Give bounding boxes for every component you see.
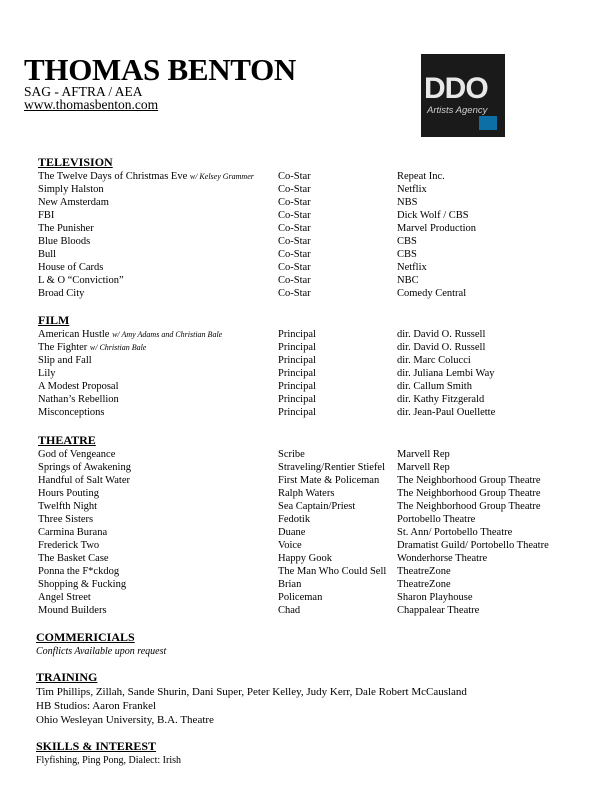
credit-title [38, 578, 126, 591]
credit-row [38, 261, 598, 274]
credit-company: NBS [397, 197, 418, 208]
credit-company: dir. Marc Colucci [397, 355, 471, 366]
credit-title-text: L & O “Conviction” [38, 275, 124, 286]
credit-title-text: Broad City [38, 288, 85, 299]
credit-title [38, 170, 254, 183]
credit-role: Co-Star [278, 184, 311, 195]
credit-row [38, 235, 598, 248]
credit-row [38, 526, 598, 539]
logo-accent [479, 116, 497, 130]
credit-title-text: Ponna the F*ckdog [38, 566, 120, 577]
credit-title-text: Handful of Salt Water [38, 475, 130, 486]
credit-title-text: Simply Halston [38, 184, 104, 195]
credit-title [38, 500, 97, 513]
credit-title [38, 539, 99, 552]
credit-title [38, 552, 109, 565]
credit-row [38, 474, 598, 487]
credit-title-text: Bull [38, 249, 57, 260]
credit-role: Sea Captain/Priest [278, 501, 356, 512]
credit-role: Principal [278, 355, 316, 366]
credit-company: Repeat Inc. [397, 171, 445, 182]
credit-row [38, 170, 598, 183]
credit-company: Chappalear Theatre [397, 605, 480, 616]
credit-title [38, 183, 104, 196]
credit-title [38, 604, 107, 617]
credit-role: Happy Gook [278, 553, 332, 564]
theatre-section [38, 432, 598, 617]
credit-title [38, 565, 119, 578]
credit-title-text: Hours Pouting [38, 488, 99, 499]
credit-title-text: Lily [38, 368, 56, 379]
credit-row [38, 448, 598, 461]
credit-row [38, 565, 598, 578]
credit-title [38, 461, 131, 474]
credit-row [38, 487, 598, 500]
credit-role: Principal [278, 329, 316, 340]
television-heading: TELEVISION [38, 155, 113, 169]
credit-row [38, 591, 598, 604]
credit-title-text: Shopping & Fucking [38, 579, 127, 590]
credit-title-text: Three Sisters [38, 514, 94, 525]
credit-company: TheatreZone [397, 566, 451, 577]
credit-role: Scribe [278, 449, 305, 460]
skills-heading: SKILLS & INTEREST [36, 739, 157, 753]
credit-title [38, 248, 56, 261]
film-heading: FILM [38, 313, 70, 327]
credit-role: The Man Who Could Sell [278, 566, 387, 577]
credit-title-text: FBI [38, 210, 55, 221]
credit-company: dir. David O. Russell [397, 329, 486, 340]
credit-company: The Neighborhood Group Theatre [397, 501, 541, 512]
credit-role: First Mate & Policeman [278, 475, 380, 486]
credit-role: Policeman [278, 592, 323, 603]
credit-title [38, 354, 92, 367]
credit-row [38, 578, 598, 591]
credit-title [38, 287, 84, 300]
credit-title-text: Mound Builders [38, 605, 107, 616]
website-link[interactable]: www.thomasbenton.com [24, 97, 159, 112]
credit-role: Principal [278, 368, 316, 379]
commercials-heading: COMMERICIALS [36, 630, 135, 644]
credit-role: Co-Star [278, 171, 311, 182]
credit-role: Brian [278, 579, 302, 590]
credit-role: Principal [278, 394, 316, 405]
skills-text: Flyfishing, Ping Pong, Dialect: Irish [36, 755, 181, 766]
credit-title-text: New Amsterdam [38, 197, 109, 208]
training-heading: TRAINING [36, 670, 98, 684]
credit-row [38, 393, 598, 406]
credit-title-text: Twelfth Night [38, 501, 98, 512]
credit-company: Comedy Central [397, 288, 467, 299]
training-line: Ohio Wesleyan University, B.A. Theatre [36, 714, 214, 726]
credit-title-text: The Basket Case [38, 553, 109, 564]
credit-role: Fedotik [278, 514, 311, 525]
credit-costars: w/ Kelsey Grammer [189, 172, 254, 181]
credit-company: Netflix [397, 184, 427, 195]
credit-company: Portobello Theatre [397, 514, 476, 525]
credit-row [38, 222, 598, 235]
agency-logo-text: DDO [424, 72, 488, 105]
credit-company: Sharon Playhouse [397, 592, 473, 603]
credit-company: The Neighborhood Group Theatre [397, 475, 541, 486]
agency-logo-subtext: Artists Agency [427, 105, 488, 116]
skills-section [36, 738, 596, 768]
credit-title [38, 406, 105, 419]
credit-role: Co-Star [278, 223, 311, 234]
credit-title-text: Blue Bloods [38, 236, 91, 247]
credit-row [38, 341, 598, 354]
credit-row [38, 354, 598, 367]
credit-title [38, 591, 91, 604]
credit-row [38, 209, 598, 222]
credit-company: dir. Juliana Lembi Way [397, 368, 495, 379]
training-line: HB Studios: Aaron Frankel [36, 700, 157, 712]
credit-costars: w/ Amy Adams and Christian Bale [112, 330, 223, 339]
credit-role: Co-Star [278, 262, 311, 273]
credit-row [38, 500, 598, 513]
credit-row [38, 248, 598, 261]
credit-company: CBS [397, 249, 417, 260]
credit-title [38, 367, 56, 380]
credit-row [38, 183, 598, 196]
credit-row [38, 328, 598, 341]
training-section [36, 669, 596, 727]
credit-title-text: The Twelve Days of Christmas Eve [38, 171, 188, 182]
credit-row [38, 604, 598, 617]
credit-title-text: The Fighter [38, 342, 88, 353]
credit-row [38, 552, 598, 565]
credit-company: Dick Wolf / CBS [397, 210, 469, 221]
actor-name: THOMAS BENTON [24, 52, 296, 87]
credit-costars: w/ Christian Bale [89, 343, 147, 352]
credit-company: CBS [397, 236, 417, 247]
credit-company: The Neighborhood Group Theatre [397, 488, 541, 499]
credit-title-text: God of Vengeance [38, 449, 116, 460]
training-line: Tim Phillips, Zillah, Sande Shurin, Dani Super, Peter Kelley, Judy Kerr, Dale Robert McCausland [36, 686, 467, 698]
credit-company: Wonderhorse Theatre [397, 553, 488, 564]
credit-title [38, 526, 107, 539]
credit-title [38, 341, 146, 354]
credit-role: Principal [278, 342, 316, 353]
credit-role: Straveling/Rentier Stiefel [278, 462, 386, 473]
credit-role: Principal [278, 407, 316, 418]
credit-role: Co-Star [278, 236, 311, 247]
credit-row [38, 196, 598, 209]
union-affiliations: SAG - AFTRA / AEA [24, 84, 143, 99]
commercials-note: Conflicts Available upon request [36, 646, 167, 657]
credit-title-text: Angel Street [38, 592, 91, 603]
credit-company: Netflix [397, 262, 427, 273]
credit-role: Ralph Waters [278, 488, 335, 499]
credit-row [38, 513, 598, 526]
credit-role: Co-Star [278, 197, 311, 208]
credit-role: Co-Star [278, 275, 311, 286]
credit-title [38, 261, 103, 274]
credit-company: dir. Kathy Fitzgerald [397, 394, 485, 405]
credit-title-text: Nathan’s Rebellion [38, 394, 119, 405]
credit-role: Co-Star [278, 210, 311, 221]
credit-title-text: Carmina Burana [38, 527, 108, 538]
credit-role: Duane [278, 527, 306, 538]
credit-role: Principal [278, 381, 316, 392]
credit-title [38, 209, 54, 222]
credit-title [38, 196, 109, 209]
credit-title-text: Misconceptions [38, 407, 105, 418]
credit-row [38, 461, 598, 474]
theatre-heading: THEATRE [38, 433, 96, 447]
credit-role: Co-Star [278, 249, 311, 260]
credit-row [38, 380, 598, 393]
credit-company: dir. David O. Russell [397, 342, 486, 353]
commercials-section [36, 629, 596, 659]
credit-title-text: Springs of Awakening [38, 462, 131, 473]
credit-title-text: A Modest Proposal [38, 381, 119, 392]
credit-row [38, 406, 598, 419]
credit-title-text: Frederick Two [38, 540, 100, 551]
credit-company: Marvell Rep [397, 462, 450, 473]
television-list [38, 170, 598, 300]
film-section [38, 312, 598, 419]
credit-title [38, 328, 222, 341]
credit-title [38, 513, 93, 526]
credit-title-text: House of Cards [38, 262, 104, 273]
credit-row [38, 539, 598, 552]
credit-row [38, 287, 598, 300]
credit-company: Marvel Production [397, 223, 477, 234]
credit-title [38, 222, 94, 235]
credit-title [38, 474, 130, 487]
credit-role: Chad [278, 605, 301, 616]
credit-company: Marvell Rep [397, 449, 450, 460]
television-section [38, 154, 598, 300]
agency-logo [421, 54, 505, 137]
credit-company: TheatreZone [397, 579, 451, 590]
credit-company: NBC [397, 275, 419, 286]
credit-title [38, 448, 115, 461]
credit-row [38, 274, 598, 287]
credit-company: dir. Jean-Paul Ouellette [397, 407, 496, 418]
credit-role: Voice [278, 540, 302, 551]
credit-company: dir. Callum Smith [397, 381, 472, 392]
credit-title [38, 235, 90, 248]
credit-title-text: American Hustle [38, 329, 110, 340]
credit-title [38, 274, 124, 287]
credit-title-text: Slip and Fall [38, 355, 92, 366]
theatre-list [38, 448, 598, 617]
credit-title [38, 487, 99, 500]
credit-title [38, 393, 119, 406]
credit-row [38, 367, 598, 380]
credit-company: Dramatist Guild/ Portobello Theatre [397, 540, 549, 551]
credit-title [38, 380, 119, 393]
credit-company: St. Ann/ Portobello Theatre [397, 527, 513, 538]
credit-role: Co-Star [278, 288, 311, 299]
credit-title-text: The Punisher [38, 223, 94, 234]
film-list [38, 328, 598, 419]
